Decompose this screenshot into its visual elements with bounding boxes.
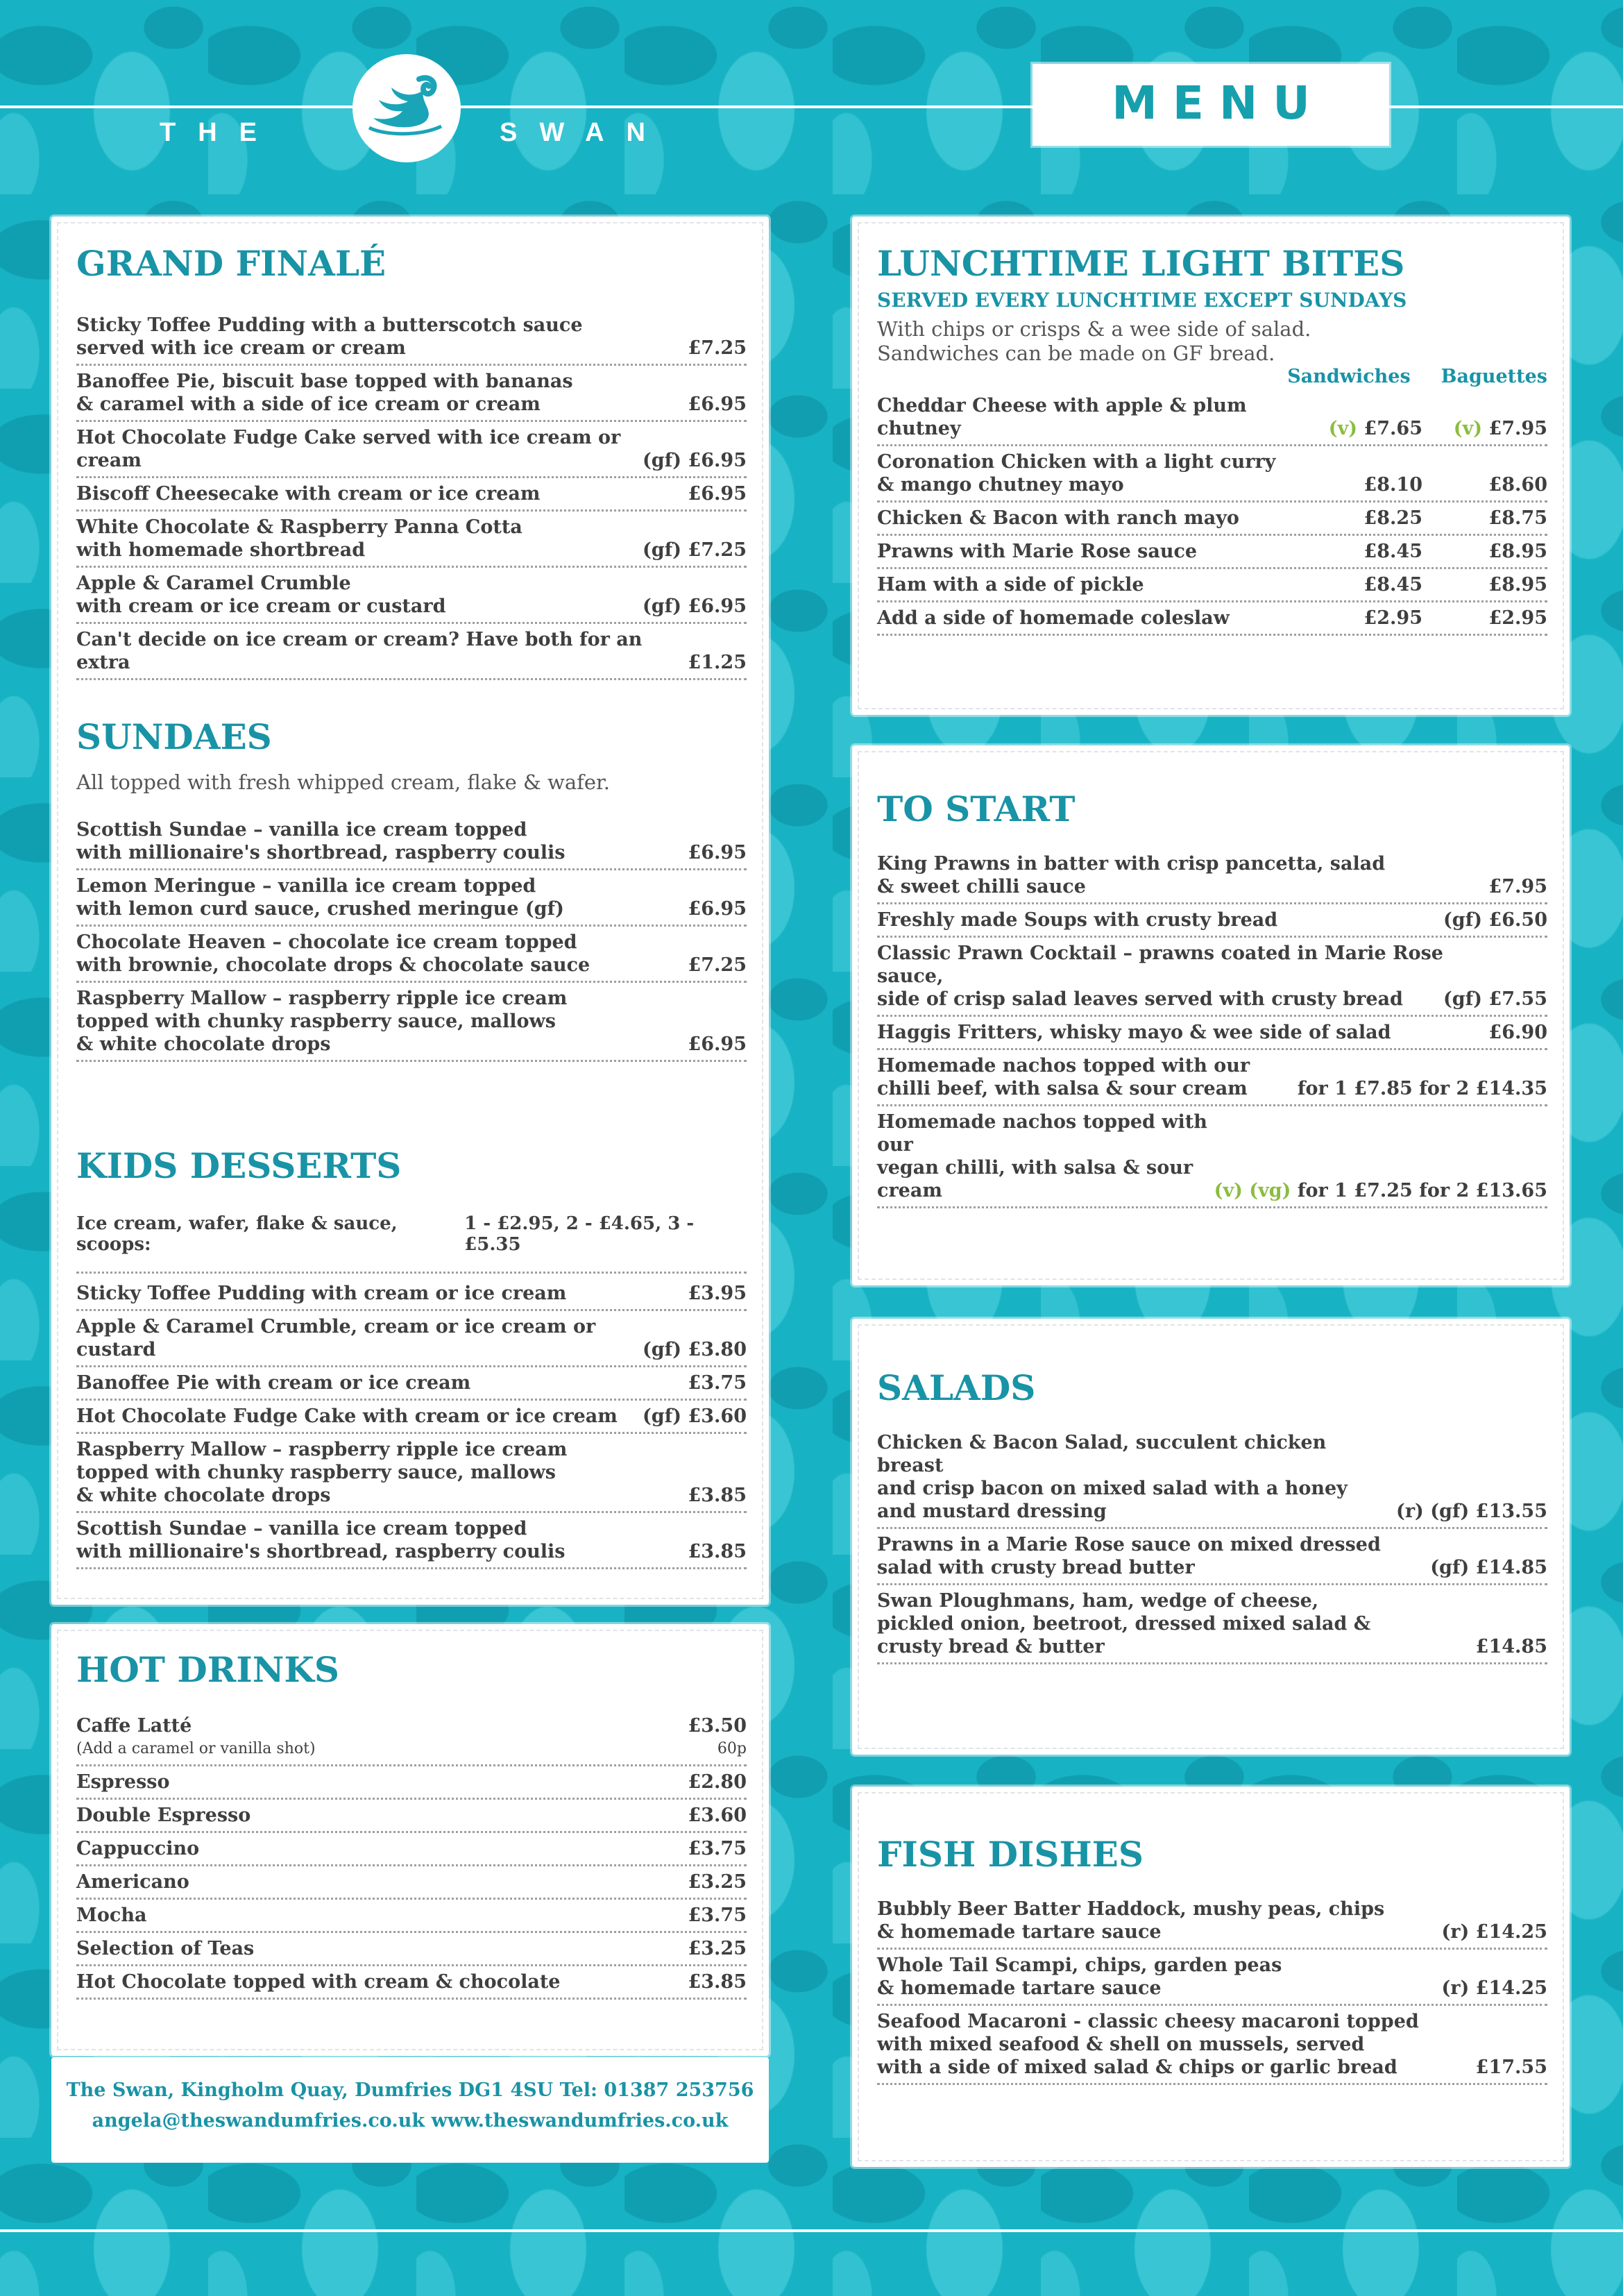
brand-word-the: THE xyxy=(160,118,279,147)
swan-icon xyxy=(365,72,448,142)
item-name: Coronation Chicken with a light curry & mango chutney mayo xyxy=(877,451,1276,496)
section-title: SALADS xyxy=(877,1367,1036,1408)
item-name: Banoffee Pie, biscuit base topped with bananas & caramel with a side of ice cream or cream xyxy=(76,371,573,415)
baguette-price xyxy=(1422,607,1547,630)
item-price: (gf) £3.60 xyxy=(643,1406,747,1427)
light-bites-section xyxy=(877,243,1547,636)
contact-card xyxy=(51,2057,769,2163)
contact-line: angela@theswandumfries.co.uk www.theswandumfries.co.uk xyxy=(92,2110,729,2132)
item-price xyxy=(1298,540,1547,563)
item-name: Scottish Sundae – vanilla ice cream topped with millionaire's shortbread, raspberry coulis xyxy=(76,819,566,863)
section-title: LUNCHTIME LIGHT BITES xyxy=(877,243,1405,284)
fish-list xyxy=(877,1893,1547,2085)
section-title: FISH DISHES xyxy=(877,1834,1144,1875)
addon-price: 60p xyxy=(717,1740,747,1757)
sundaes-section xyxy=(76,716,747,1062)
item-price: £3.85 xyxy=(688,1971,747,1993)
scoops-row xyxy=(76,1206,747,1274)
item-name: Banoffee Pie with cream or ice cream xyxy=(76,1372,471,1394)
item-price: £17.55 xyxy=(1475,2057,1547,2078)
item-name: Caffe Latté xyxy=(76,1715,192,1737)
baguette-price xyxy=(1422,540,1547,563)
item-price: £6.95 xyxy=(688,898,747,920)
item-price xyxy=(1298,417,1547,440)
item-price: £3.60 xyxy=(688,1805,747,1826)
item-name: Hot Chocolate Fudge Cake served with ice cream or cream xyxy=(76,427,621,471)
footer-rule xyxy=(0,2229,1623,2232)
sundaes-list xyxy=(76,814,747,1062)
menu-item xyxy=(76,1933,747,1966)
sandwich-price xyxy=(1298,573,1422,596)
sandwich-price xyxy=(1298,417,1422,440)
item-name: Scottish Sundae – vanilla ice cream topped with millionaire's shortbread, raspberry coulis xyxy=(76,1518,566,1562)
grand-finale-section xyxy=(76,243,747,680)
item-price: £3.95 xyxy=(688,1283,747,1304)
menu-item xyxy=(877,1427,1547,1529)
price-value: (gf) £7.55 xyxy=(1443,988,1547,1010)
item-price: (r) £14.25 xyxy=(1441,1977,1547,1999)
item-name: Add a side of homemade coleslaw xyxy=(877,607,1230,629)
item-price xyxy=(1298,1077,1547,1100)
to-start-list xyxy=(877,848,1547,1208)
item-name: Sticky Toffee Pudding with a butterscotch sauce served with ice cream or cream xyxy=(76,314,583,359)
section-intro: With chips or crisps & a wee side of salad. Sandwiches can be made on GF bread. xyxy=(877,317,1311,365)
price-value: £6.90 xyxy=(1488,1022,1547,1043)
price-value: £2.95 xyxy=(1363,607,1422,629)
menu-item xyxy=(76,983,747,1062)
item-name: Whole Tail Scampi, chips, garden peas & homemade tartare sauce xyxy=(877,1955,1282,1999)
menu-item xyxy=(76,478,747,512)
item-name: Ham with a side of pickle xyxy=(877,574,1144,596)
menu-item xyxy=(877,1050,1547,1106)
hot-drinks-list xyxy=(76,1766,747,2000)
price-value: £7.65 xyxy=(1363,418,1422,439)
col-sandwiches: Sandwiches xyxy=(1287,366,1411,387)
swan-logo xyxy=(352,54,461,162)
section-title: SUNDAES xyxy=(76,716,272,757)
menu-item xyxy=(877,1017,1547,1050)
menu-item xyxy=(877,446,1547,503)
item-price: £7.25 xyxy=(688,337,747,359)
item-name: Homemade nachos topped with our chilli beef, with salsa & sour cream xyxy=(877,1055,1250,1099)
menu-item xyxy=(877,602,1547,636)
sandwich-price xyxy=(1298,473,1422,496)
item-name: White Chocolate & Raspberry Panna Cotta with homemade shortbread xyxy=(76,516,522,561)
item-name: Chocolate Heaven – chocolate ice cream topped with brownie, chocolate drops & chocolate sauce xyxy=(76,931,590,976)
grand-finale-list xyxy=(76,310,747,680)
price-value: £8.45 xyxy=(1363,541,1422,562)
item-price: (gf) £6.95 xyxy=(643,596,747,617)
sandwich-price xyxy=(1298,540,1422,563)
menu-item xyxy=(877,848,1547,904)
item-name: Bubbly Beer Batter Haddock, mushy peas, chips & homemade tartare sauce xyxy=(877,1898,1385,1943)
item-price: (gf) £3.80 xyxy=(643,1339,747,1360)
item-price: (r) £14.25 xyxy=(1441,1921,1547,1943)
item-name: Swan Ploughmans, ham, wedge of cheese, pickled onion, beetroot, dressed mixed salad & crusty bread & butter xyxy=(877,1590,1371,1657)
section-subtitle: SERVED EVERY LUNCHTIME EXCEPT SUNDAYS xyxy=(877,289,1407,312)
item-name: Can't decide on ice cream or cream? Have both for an extra xyxy=(76,629,643,673)
menu-item xyxy=(76,1401,747,1434)
item-price xyxy=(1298,507,1547,530)
to-start-section xyxy=(877,788,1547,1208)
menu-item xyxy=(877,1950,1547,2006)
item-price xyxy=(1298,607,1547,630)
price-value: £8.45 xyxy=(1363,574,1422,596)
price-value: for 1 £7.25 for 2 £13.65 xyxy=(1297,1180,1547,1201)
salads-section xyxy=(877,1367,1547,1664)
item-name: Selection of Teas xyxy=(76,1938,255,1959)
light-bites-list xyxy=(877,390,1547,636)
item-price: £3.85 xyxy=(688,1541,747,1562)
menu-item xyxy=(76,1513,747,1569)
item-name: Seafood Macaroni - classic cheesy macaroni topped with mixed seafood & shell on mussels, served with a side of mixed salad & chips or garlic bread xyxy=(877,2011,1419,2078)
price-value: (gf) £6.50 xyxy=(1443,909,1547,931)
address-line: The Swan, Kingholm Quay, Dumfries DG1 4SU Tel: 01387 253756 xyxy=(66,2079,754,2101)
baguette-price xyxy=(1422,473,1547,496)
section-title: GRAND FINALÉ xyxy=(76,243,386,284)
fish-section xyxy=(877,1834,1547,2085)
baguette-price xyxy=(1422,507,1547,530)
item-name: Raspberry Mallow – raspberry ripple ice cream topped with chunky raspberry sauce, mallows & white chocolate drops xyxy=(76,988,568,1055)
item-price: £3.85 xyxy=(688,1485,747,1506)
item-price xyxy=(1488,875,1547,898)
price-value: £8.10 xyxy=(1363,474,1422,496)
item-price: £1.25 xyxy=(688,652,747,673)
menu-item xyxy=(877,1106,1547,1208)
menu-item xyxy=(76,1367,747,1401)
item-name: Espresso xyxy=(76,1771,170,1793)
menu-item xyxy=(76,1966,747,2000)
item-name: Americano xyxy=(76,1871,189,1893)
addon-label: (Add a caramel or vanilla shot) xyxy=(76,1740,316,1757)
menu-item xyxy=(76,624,747,680)
hot-drinks-section xyxy=(76,1649,747,2000)
item-name: Freshly made Soups with crusty bread xyxy=(877,909,1278,931)
menu-item xyxy=(76,310,747,366)
item-price: £6.95 xyxy=(688,394,747,415)
item-price: £3.75 xyxy=(688,1372,747,1394)
price-value: £2.95 xyxy=(1488,607,1547,629)
menu-item xyxy=(76,1766,747,1800)
item-name: Classic Prawn Cocktail – prawns coated in Marie Rose sauce, side of crisp salad leaves served with crusty bread xyxy=(877,943,1443,1010)
price-value: £8.25 xyxy=(1363,507,1422,529)
item-price: £6.95 xyxy=(688,842,747,863)
price-value: £8.95 xyxy=(1488,574,1547,596)
item-name: Cheddar Cheese with apple & plum chutney xyxy=(877,395,1247,439)
menu-heading-box xyxy=(1033,64,1389,146)
menu-item xyxy=(877,569,1547,602)
price-value: £8.95 xyxy=(1488,541,1547,562)
price-value: £8.75 xyxy=(1488,507,1547,529)
item-name: Chicken & Bacon Salad, succulent chicken breast and crisp bacon on mixed salad with a honey and mustard dressing xyxy=(877,1432,1348,1522)
menu-item xyxy=(877,904,1547,938)
item-price: £3.50 xyxy=(688,1715,747,1737)
menu-heading: MENU xyxy=(1112,76,1325,130)
item-price xyxy=(1488,1021,1547,1044)
item-price: (gf) £6.95 xyxy=(643,450,747,471)
item-price xyxy=(1443,988,1547,1011)
sandwich-price xyxy=(1298,507,1422,530)
baguette-price xyxy=(1422,417,1547,440)
item-price: (gf) £7.25 xyxy=(643,539,747,561)
column-headers xyxy=(877,366,1547,387)
salads-list xyxy=(877,1427,1547,1664)
item-name: Hot Chocolate Fudge Cake with cream or ice cream xyxy=(76,1406,618,1427)
item-price: £3.75 xyxy=(688,1905,747,1926)
item-name: Mocha xyxy=(76,1905,147,1926)
menu-item xyxy=(877,2006,1547,2085)
menu-item xyxy=(76,1833,747,1866)
item-name: Apple & Caramel Crumble with cream or ice cream or custard xyxy=(76,573,446,617)
menu-item xyxy=(76,1800,747,1833)
price-value: £8.60 xyxy=(1488,474,1547,496)
menu-item xyxy=(76,366,747,422)
menu-item xyxy=(76,1434,747,1513)
item-price xyxy=(1298,473,1547,496)
sandwich-price xyxy=(1298,607,1422,630)
section-intro: All topped with fresh whipped cream, flake & wafer. xyxy=(76,770,610,794)
kids-desserts-list xyxy=(76,1278,747,1569)
veg-note: (v) xyxy=(1328,418,1358,439)
item-name: Sticky Toffee Pudding with cream or ice cream xyxy=(76,1283,567,1304)
price-value: £7.95 xyxy=(1488,876,1547,897)
item-name: Biscoff Cheesecake with cream or ice cream xyxy=(76,483,541,505)
item-price: (gf) £14.85 xyxy=(1430,1557,1547,1578)
item-name: Prawns with Marie Rose sauce xyxy=(877,541,1198,562)
item-price xyxy=(1214,1179,1547,1202)
menu-item xyxy=(877,938,1547,1017)
item-price: (r) (gf) £13.55 xyxy=(1396,1501,1547,1522)
baguette-price xyxy=(1422,573,1547,596)
item-name: Apple & Caramel Crumble, cream or ice cream or custard xyxy=(76,1316,596,1360)
menu-item xyxy=(877,536,1547,569)
menu-item xyxy=(76,870,747,927)
veg-note: (v) xyxy=(1453,418,1483,439)
brand-word-swan: SWAN xyxy=(500,118,668,147)
section-title: HOT DRINKS xyxy=(76,1649,339,1690)
item-name: Chicken & Bacon with ranch mayo xyxy=(877,507,1239,529)
item-price: £3.25 xyxy=(688,1938,747,1959)
item-name: Cappuccino xyxy=(76,1838,200,1859)
menu-item xyxy=(877,1585,1547,1664)
kids-desserts-section xyxy=(76,1145,747,1569)
price-value: £7.95 xyxy=(1488,418,1547,439)
item-price: £2.80 xyxy=(688,1771,747,1793)
menu-item xyxy=(76,814,747,870)
section-title: TO START xyxy=(877,788,1076,829)
menu-item xyxy=(76,1866,747,1900)
item-price: £6.95 xyxy=(688,483,747,505)
item-name: Double Espresso xyxy=(76,1805,251,1826)
item-name: Homemade nachos topped with our vegan chilli, with salsa & sour cream xyxy=(877,1111,1207,1201)
menu-item xyxy=(877,1529,1547,1585)
item-price: £3.75 xyxy=(688,1838,747,1859)
item-name: Hot Chocolate topped with cream & chocolate xyxy=(76,1971,561,1993)
item-price: £6.95 xyxy=(688,1033,747,1055)
menu-item xyxy=(76,512,747,568)
price-value: for 1 £7.85 for 2 £14.35 xyxy=(1297,1078,1547,1099)
menu-item xyxy=(877,503,1547,536)
item-name: Lemon Meringue – vanilla ice cream topped with lemon curd sauce, crushed meringue (gf) xyxy=(76,875,564,920)
menu-item xyxy=(877,1893,1547,1950)
menu-item xyxy=(76,1900,747,1933)
item-price xyxy=(1298,573,1547,596)
col-baguettes: Baguettes xyxy=(1441,366,1547,387)
menu-item xyxy=(76,422,747,478)
menu-item xyxy=(76,1278,747,1311)
menu-item xyxy=(76,1710,747,1766)
item-price: £3.25 xyxy=(688,1871,747,1893)
scoops-price: 1 - £2.95, 2 - £4.65, 3 - £5.35 xyxy=(464,1213,695,1255)
item-price: £7.25 xyxy=(688,954,747,976)
scoops-label: Ice cream, wafer, flake & sauce, scoops: xyxy=(76,1213,398,1255)
diet-note: (v) (vg) xyxy=(1214,1180,1291,1201)
menu-item xyxy=(76,927,747,983)
section-title: KIDS DESSERTS xyxy=(76,1145,402,1186)
menu-item xyxy=(76,1311,747,1367)
menu-item xyxy=(76,568,747,624)
item-name: Prawns in a Marie Rose sauce on mixed dressed salad with crusty bread butter xyxy=(877,1534,1381,1578)
item-price xyxy=(1443,909,1547,931)
item-name: King Prawns in batter with crisp pancetta, salad & sweet chilli sauce xyxy=(877,853,1386,897)
item-price: £14.85 xyxy=(1475,1636,1547,1657)
item-name: Raspberry Mallow – raspberry ripple ice cream topped with chunky raspberry sauce, mallows & white chocolate drops xyxy=(76,1439,568,1506)
item-name: Haggis Fritters, whisky mayo & wee side of salad xyxy=(877,1022,1391,1043)
menu-item xyxy=(877,390,1547,446)
